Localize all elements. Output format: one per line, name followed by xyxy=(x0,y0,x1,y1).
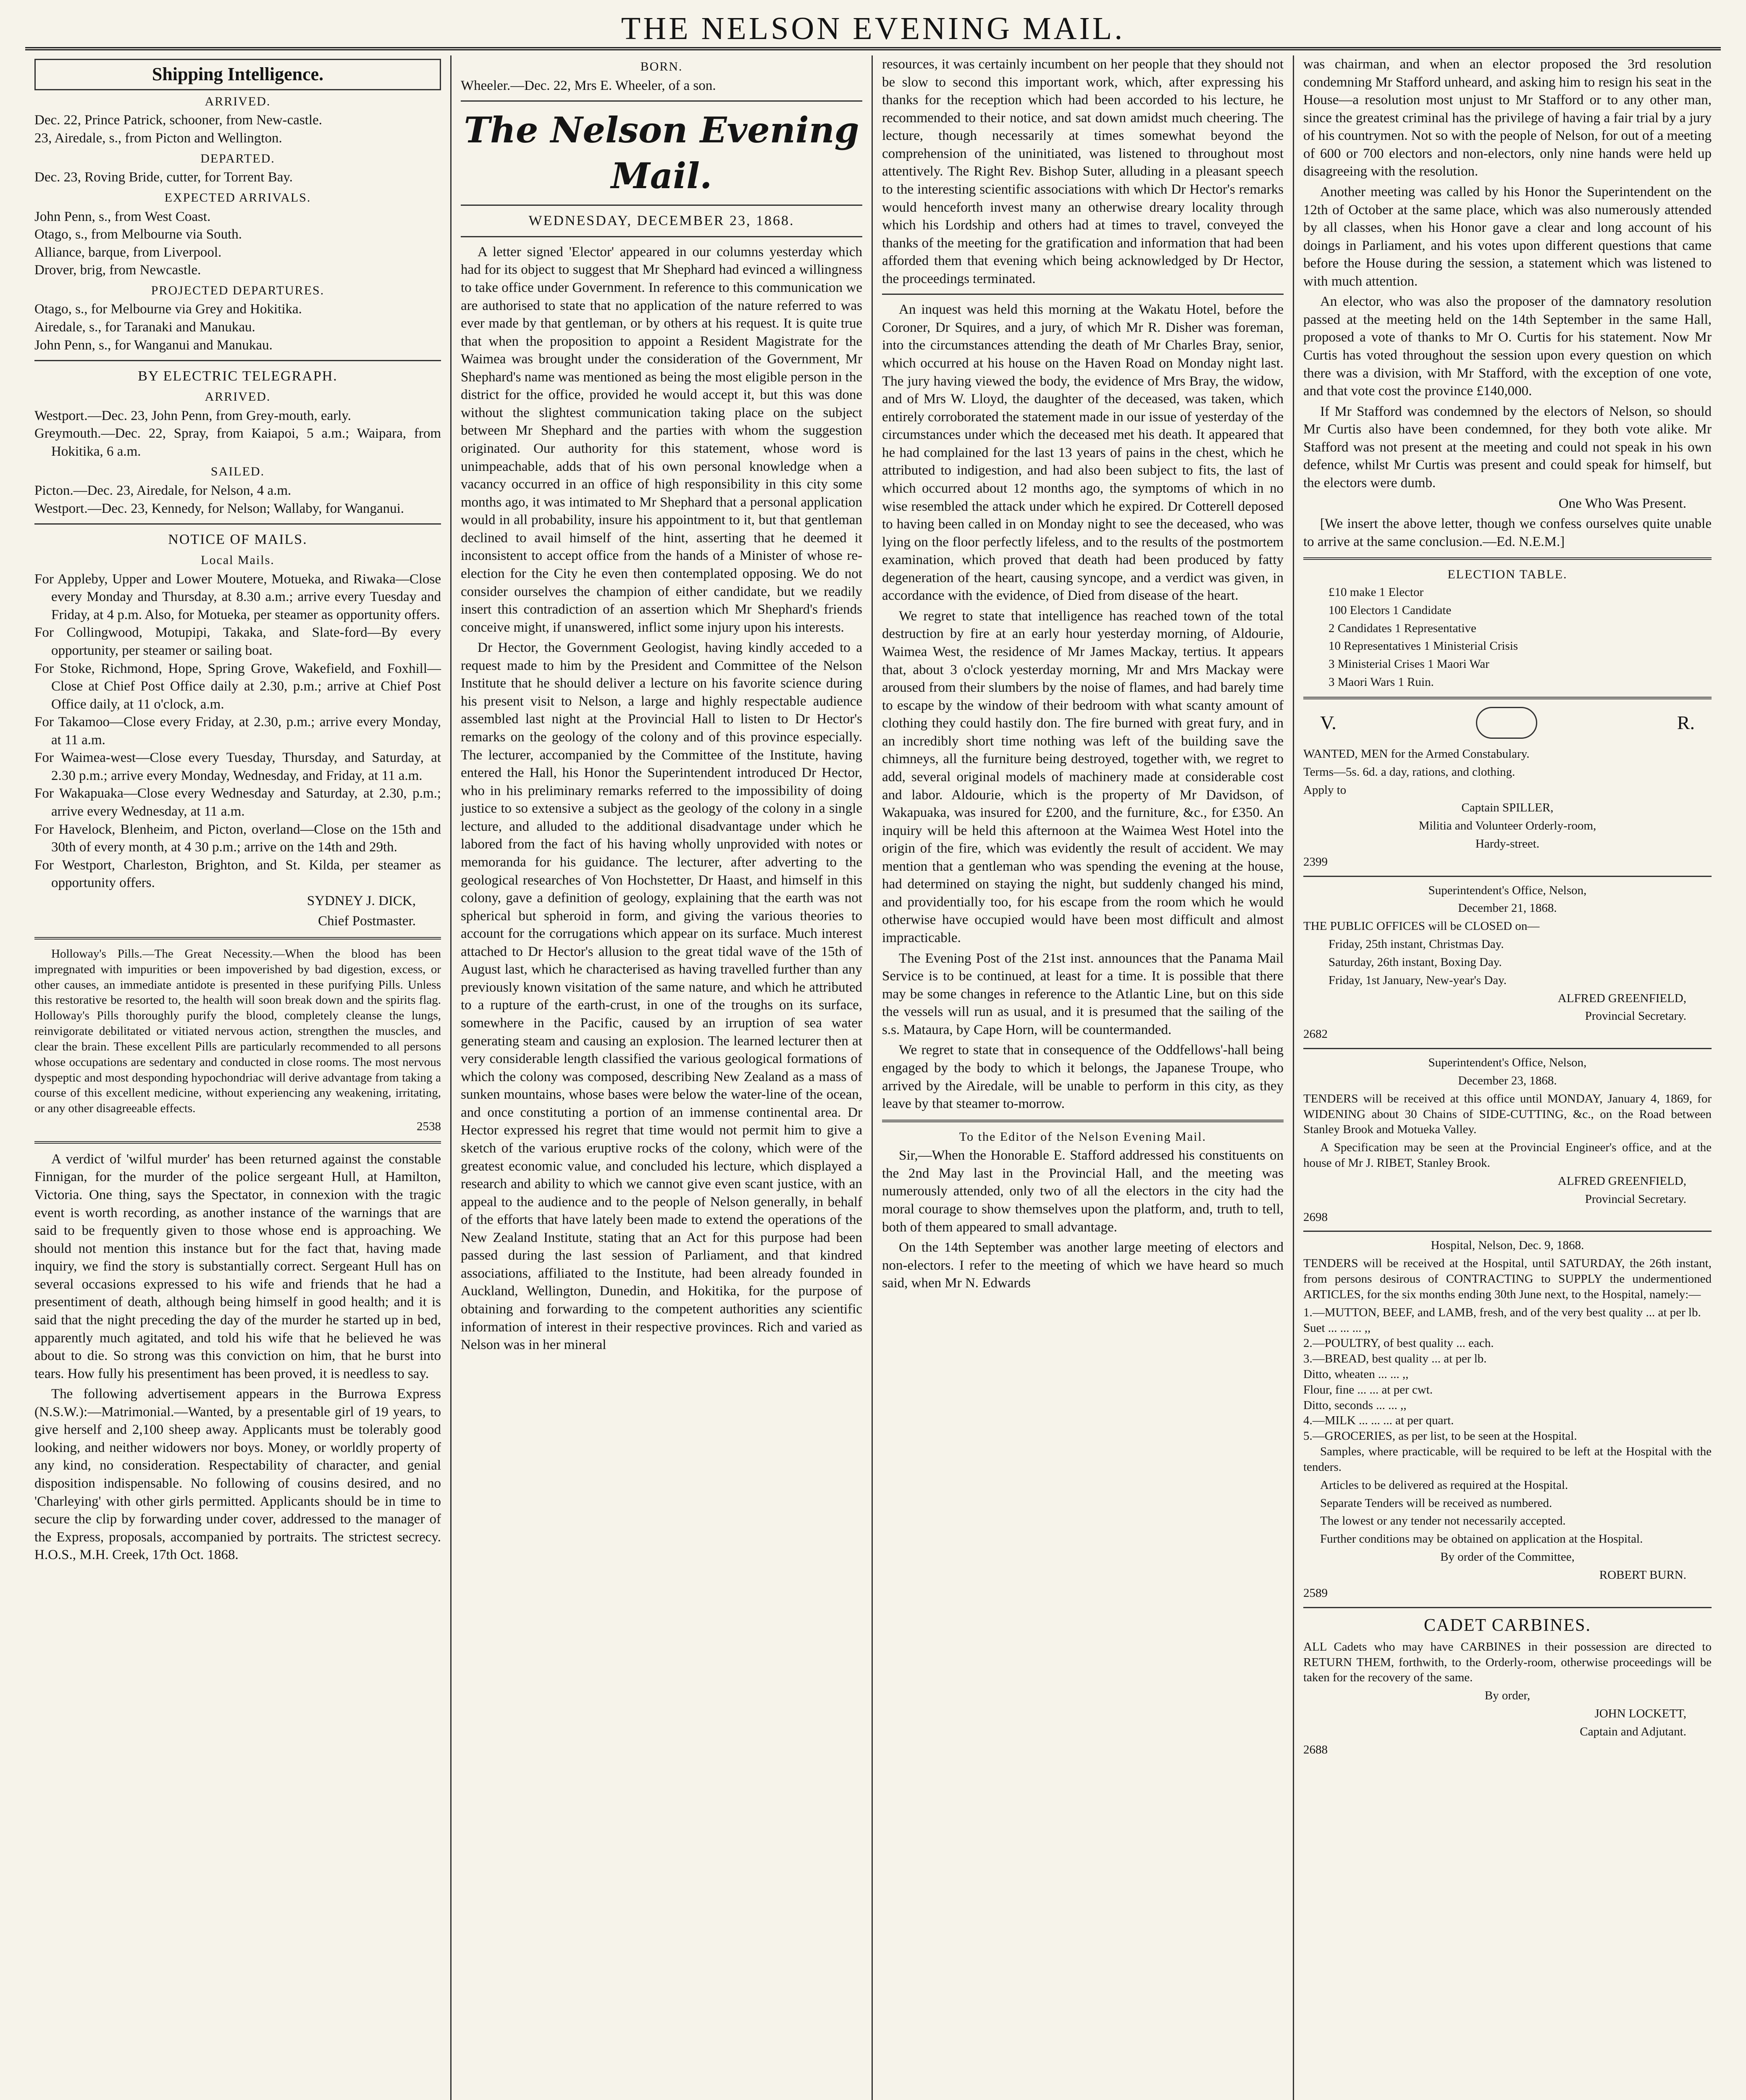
hospital-item: 4.—MILK ... ... ... at per quart. xyxy=(1303,1414,1454,1428)
letter-paragraph: If Mr Stafford was condemned by the electors of Nelson, so should Mr Curtis also have been condemned, for they both vote alike. Mr Stafford was not present at the meeting and could not speak in his own defence, whilst Mr Curtis was present and could speak for himself, but the electors were dumb. xyxy=(1303,404,1712,491)
tel-sailed-heading: SAILED. xyxy=(210,465,265,479)
tel-arrived-item: Greymouth.—Dec. 22, Spray, from Kaiapoi, 5 a.m.; Waipara, from Hokitika, 6 a.m. xyxy=(34,426,441,459)
sup2-text: TENDERS will be received at this office until MONDAY, January 4, 1869, for WIDENING about 30 Chains of SIDE-CUTTING, &c., on the Road between Stanley Brook and Motueka Valley. xyxy=(1303,1092,1712,1137)
letter-paragraph: Another meeting was called by his Honor the Superintendent on the 12th of October at the same place, which was also numerously attended by all classes, when his Honor gave a clear and long account of his doings in Parliament, and his votes upon different questions that came before the House during the session, a statement which was listened to with much attention. xyxy=(1303,184,1712,289)
dateline: WEDNESDAY, DECEMBER 23, 1868. xyxy=(528,213,795,228)
divider xyxy=(34,1141,441,1144)
telegraph-heading: BY ELECTRIC TELEGRAPH. xyxy=(138,368,338,384)
postmaster-title: Chief Postmaster. xyxy=(318,914,416,929)
expected-item: Otago, s., from Melbourne via South. xyxy=(34,227,242,242)
sup2-office: Superintendent's Office, Nelson, xyxy=(1428,1056,1587,1070)
mail-item: For Waimea-west—Close every Tuesday, Thursday, and Saturday, at 2.30 p.m.; arrive every Monday, Wednesday, and Friday, at 11 a.m. xyxy=(34,750,441,783)
letter-paragraph: was chairman, and when an elector proposed the 3rd resolution condemning Mr Stafford unheard, and asking him to resign his seat in the House—a resolution most unjust to Mr Stafford or to any other man, since the greatest criminal has the privilege of having a fair trial by a jury of his countrymen. Not so with the people of Nelson, for out of a meeting of 600 or 700 electors and non-electors, only nine hands were held up disagreeing with the resolution. xyxy=(1303,57,1712,179)
election-line: £10 make 1 Elector xyxy=(1329,585,1424,599)
tel-arrived-heading: ARRIVED. xyxy=(205,389,271,404)
arrived-item: 23, Airedale, s., from Picton and Wellington. xyxy=(34,131,282,146)
wanted-advert: WANTED, MEN for the Armed Constabulary. xyxy=(1303,747,1530,761)
hospital-item: 1.—MUTTON, BEEF, and LAMB, fresh, and of the very best quality ... at per lb. xyxy=(1303,1305,1701,1319)
projected-item: John Penn, s., for Wanganui and Manukau. xyxy=(34,337,273,353)
hector-article-cont: resources, it was certainly incumbent on her people that they should not be slow to second this important work, which, after expressing his thanks for the reception which had been accorded to his lecture, he recommended to their notice, and sat down amidst much cheering. The lecture, though necessarily at times somewhat beyond the comprehension of the uninitiated, was listened to throughout most attentively. The Right Rev. Bishop Suter, alluding in a pleasant speech to the interesting scientific associations with which Dr Hector's remarks would henceforth invest many an otherwise dreary locality through which his Lordship and others had at times to travel, conveyed the thanks of the meeting for the gratification and information that had been afforded them that evening which being acknowledged by Dr Hector, the proceedings terminated. xyxy=(882,57,1284,286)
divider xyxy=(1303,1607,1712,1608)
letter-paragraph: An elector, who was also the proposer of the damnatory resolution passed at the meeting held on the 14th September in the same Hall, proposed a vote of thanks to Mr O. Curtis for his statement. Now Mr Curtis has voted throughout the session upon every question on which there was a division, with Mr Stafford, with the exception of one vote, and that vote cost the province £140,000. xyxy=(1303,294,1712,399)
mails-subheading: Local Mails. xyxy=(201,553,275,567)
verdict-article: A verdict of 'wilful murder' has been returned against the constable Finnigan, for the murder of the police sergeant Hull, at Hamilton, Victoria. One thing, says the Spectator, in connexion with the tragic event is worth recording, as another instance of the warnings that are said to be frequently given to those whose end is approaching. We should not mention this instance but for the fact that, having made inquiry, we find the story is substantially correct. Sergeant Hull has on several occasions expressed to his wife and friends that he had a presentiment of death, although being himself in good health; and it is said that the night preceding the day of the murder he started up in bed, apparently much agitated, and told his wife that he believed he was about to die. So strong was this conviction on him, that he burst into tears. How fully his presentiment has been proved, it is needless to say. xyxy=(34,1151,441,1381)
mail-item: For Havelock, Blenheim, and Picton, overland—Close on the 15th and 30th of every month, at 4 30 p.m.; arrive on the 14th and 29th. xyxy=(34,822,441,855)
divider xyxy=(882,294,1284,295)
divider xyxy=(34,937,441,940)
divider xyxy=(1303,1048,1712,1049)
editor-note: [We insert the above letter, though we confess ourselves quite unable to arrive at the same conclusion.—Ed. N.E.M.] xyxy=(1303,516,1712,549)
divider xyxy=(461,100,862,102)
letter-paragraph: Sir,—When the Honorable E. Stafford addressed his constituents on the 2nd May last in the Provincial Hall, and the meeting was numerously attended, only two of all the electors in the city had the moral courage to show themselves upon the platform, and, truth to tell, both of them appeared to small advantage. xyxy=(882,1148,1284,1235)
hospital-number: 2589 xyxy=(1303,1586,1328,1600)
sup2-spec: A Specification may be seen at the Provincial Engineer's office, and at the house of Mr J. RIBET, Stanley Brook. xyxy=(1303,1141,1712,1170)
divider xyxy=(1303,697,1712,699)
sup2-number: 2698 xyxy=(1303,1210,1328,1224)
sup1-text: THE PUBLIC OFFICES will be CLOSED on— xyxy=(1303,919,1540,933)
letter-paragraph: On the 14th September was another large meeting of electors and non-electors. I refer to the meeting of which we have heard so much said, when Mr N. Edwards xyxy=(882,1240,1284,1291)
sup1-number: 2682 xyxy=(1303,1027,1328,1041)
tel-arrived-item: Westport.—Dec. 23, John Penn, from Grey-mouth, early. xyxy=(34,408,352,423)
sup1-name: ALFRED GREENFIELD, xyxy=(1557,991,1686,1005)
sup1-day: Saturday, 26th instant, Boxing Day. xyxy=(1329,955,1502,969)
expected-item: Drover, brig, from Newcastle. xyxy=(34,262,201,278)
column-1 xyxy=(25,55,452,2100)
sup1-day: Friday, 25th instant, Christmas Day. xyxy=(1329,937,1504,951)
cipher-v: V. xyxy=(1320,712,1336,734)
letter-heading: To the Editor of the Nelson Evening Mail. xyxy=(959,1129,1207,1144)
sup2-date: December 23, 1868. xyxy=(1458,1074,1557,1087)
divider xyxy=(882,1120,1284,1122)
troupe-article: We regret to state that in consequence of the Oddfellows'-hall being engaged by the body to which it belongs, the Japanese Troupe, who arrived by the Airedale, will be unable to perform in this city, as they leave by that steamer to-morrow. xyxy=(882,1042,1284,1112)
hospital-note: Further conditions may be obtained on application at the Hospital. xyxy=(1320,1532,1643,1546)
mail-item: For Appleby, Upper and Lower Moutere, Motueka, and Riwaka—Close every Monday and Thursday, at 8.30 a.m.; arrive every Tuesday and Friday, at 4 p.m. Also, for Motueka, per steamer as opportunity offers. xyxy=(34,571,441,622)
hospital-note: Articles to be delivered as required at the Hospital. xyxy=(1320,1478,1568,1492)
holloway-number: 2538 xyxy=(417,1120,441,1134)
hospital-name: ROBERT BURN. xyxy=(1599,1568,1686,1582)
mail-item: For Takamoo—Close every Friday, at 2.30, p.m.; arrive every Monday, at 11 a.m. xyxy=(34,714,441,748)
holloway-advert: Holloway's Pills.—The Great Necessity.—When the blood has been impregnated with impurities or been impoverished by bad digestion, excess, or other causes, an immediate antidote is presented in these purifying Pills. Unless this restorative be resorted to, the health will soon break down and the spirits flag. Holloway's Pills thoroughly purify the blood, completely cleanse the lungs, reinvigorate debilitated or vitiated nervous action, strengthen the muscles, and clear the brain. These excellent Pills are particularly recommended to all persons whose occupations are sedentary and conducted in close rooms. The most nervous dyspeptic and most desponding hypochondriac will derive advantage from taking a course of this excellent medicine, without experiencing any weakening, irritating, or any other disagreeable effects. xyxy=(34,947,441,1116)
column-2 xyxy=(452,55,873,2100)
hospital-item: Ditto, seconds ... ... ,, xyxy=(1303,1398,1407,1412)
panama-article: The Evening Post of the 21st inst. announces that the Panama Mail Service is to be continued, at least for a time. It is possible that there may be some changes in reference to the Atlantic Line, but on this side the vessels will run as usual, and it is presumed that the sailing of the s.s. Mataura, by Cape Horn, will be countermanded. xyxy=(882,950,1284,1037)
hector-article: Dr Hector, the Government Geologist, having kindly acceded to a request made to him by the President and Committee of the Nelson Institute that he should deliver a lecture on his favorite science during his present visit to Nelson, a large and highly respectable audience assembled last night at the Provincial Hall to listen to Dr Hector's remarks on the geology of the colony and of this province especially. The lecturer, accompanied by the Committee of the Institute, having entered the Hall, his Honor the Superintendent introduced Dr Hector, who in his preliminary remarks referred to the impossibility of doing justice to so extensive a subject as the geology of the colony in a single lecture, and alluded to the additional disadvantage under which he labored from the fact of his having wholly unprovided with notes or memoranda for his guidance. The lecturer, after adverting to the geological researches of Von Hochstetter, Dr Haast, and himself in this colony, gave a definition of geology, explaining that the earth was not spherical but spheroid in form, and giving the various theories to account for the corrugations which appear on its surface. Much interest attached to Dr Hector's allusion to the great tidal wave of the 15th of August last, which he characterised as having travelled further than any previously known visitation of the same nature, and which he attributed to a rupture of the earth-crust, in one of the troughs on its surface, somewhere in the Pacific, caused by an irruption of sea water generating steam and causing an explosion. The learned lecturer then at very considerable length classified the various geological formations of which the colony was composed, describing New Zealand as a mass of sunken mountains, whose bases were below the water-line of the ocean, and once constituting a portion of an immense continental area. Dr Hector expressed his regret that time would not permit him to give a sketch of the various eruptive rocks of the colony, which were of the greatest economic value, and concluded his lecture, which displayed a research and ability to which we cannot give even scant justice, with an appeal to the audience and to the people of Nelson generally, in behalf of the efforts that have lately been made to extend the operations of the New Zealand Institute, stating that an Act for this purpose had been passed during the last session of Parliament, and that kindred associations, affiliated to the Institute, had been already founded in Auckland, Wellington, Dunedin, and Hokitika, for the purpose of obtaining and forwarding to the competent authorities any scientific information of interest in their respective provinces. Rich and varied as Nelson was in her mineral xyxy=(461,640,862,1353)
expected-heading: EXPECTED ARRIVALS. xyxy=(164,190,311,205)
royal-cipher xyxy=(1320,707,1695,739)
divider xyxy=(1303,1231,1712,1232)
hospital-item: 5.—GROCERIES, as per list, to be seen at the Hospital. xyxy=(1303,1429,1577,1443)
masthead-rule xyxy=(25,47,1721,50)
column-4 xyxy=(1294,55,1721,2100)
hospital-item: Flour, fine ... ... at per cwt. xyxy=(1303,1383,1433,1396)
crown-icon xyxy=(1476,707,1537,739)
divider xyxy=(1303,557,1712,560)
mail-item: For Stoke, Richmond, Hope, Spring Grove, Wakefield, and Foxhill—Close at Chief Post Office daily at 2.30, p.m.; arrive at Chief Post Office daily, at 11 o'clock, a.m. xyxy=(34,661,441,712)
mails-heading: NOTICE OF MAILS. xyxy=(168,532,307,548)
tel-sailed-item: Picton.—Dec. 23, Airedale, for Nelson, 4 a.m. xyxy=(34,483,291,499)
burrowa-article: The following advertisement appears in the Burrowa Express (N.S.W.):—Matrimonial.—Wanted, by a presentable girl of 19 years, to give herself and 2,100 sheep away. Applicants must be tolerably good looking, and neither widowers nor boys. Money, or worldly property of any kind, no consideration. Respectability of character, and genial disposition indispensable. No following of cousins desired, and no 'Charleying' with other girls permitted. Applicants should be in time to secure the clip by forwarding under cover, addressed to the manager of the Express, proposals, accompanied by portraits. The strictest secrecy. H.O.S., M.H. Creek, 17th Oct. 1868. xyxy=(34,1386,441,1563)
divider xyxy=(461,236,862,237)
departed-item: Dec. 23, Roving Bride, cutter, for Torrent Bay. xyxy=(34,170,293,185)
wanted-name: Captain SPILLER, xyxy=(1461,801,1554,815)
hospital-note: Samples, where practicable, will be required to be left at the Hospital with the tenders. xyxy=(1303,1445,1712,1474)
hospital-item: Suet ... ... ... ,, xyxy=(1303,1321,1371,1335)
cadet-text: ALL Cadets who may have CARBINES in their possession are directed to RETURN THEM, forthwith, to the Orderly-room, otherwise proceedings will be taken for the recovery of the same. xyxy=(1303,1640,1712,1685)
hospital-heading: Hospital, Nelson, Dec. 9, 1868. xyxy=(1431,1239,1584,1252)
hospital-item: 3.—BREAD, best quality ... at per lb. xyxy=(1303,1352,1487,1366)
sup2-name: ALFRED GREENFIELD, xyxy=(1557,1174,1686,1188)
wanted-street: Hardy-street. xyxy=(1475,837,1540,850)
sup1-title: Provincial Secretary. xyxy=(1585,1009,1686,1023)
masthead: THE NELSON EVENING MAIL. xyxy=(621,11,1125,46)
hospital-note: The lowest or any tender not necessarily accepted. xyxy=(1320,1514,1566,1528)
hospital-item: Ditto, wheaten ... ... ,, xyxy=(1303,1368,1409,1381)
hospital-note: Separate Tenders will be received as numbered. xyxy=(1320,1496,1552,1510)
postmaster-name: SYDNEY J. DICK, xyxy=(307,893,416,908)
divider xyxy=(34,360,441,361)
projected-item: Airedale, s., for Taranaki and Manukau. xyxy=(34,320,255,335)
cadet-title: Captain and Adjutant. xyxy=(1580,1725,1686,1738)
divider xyxy=(461,205,862,206)
shephard-article: A letter signed 'Elector' appeared in our columns yesterday which had for its object to suggest that Mr Shephard had evinced a willingness to take office under Government. In reference to this communication we are authorised to state that no application of the nature referred to was ever made by that gentleman, or by others at his request. It is quite true that when the proposition to appoint a Resident Magistrate for the Waimea was brought under the consideration of the Government, Mr Shephard's name was mentioned as being the most eligible person in the district for the office, provided he would accept it, but this was done without the slightest communication taking place on the subject between Mr Shephard and the parties with whom the suggestion originated. Our authority for this statement, whose word is unimpeachable, adds that of his own personal knowledge when a vacancy occurred in an office of high responsibility in this city some months ago, it was intimated to Mr Shephard that a personal application would in all probability, insure his appointment to it, but that gentleman declined to avail himself of the hint, asserting that he deemed it inconsistent to accept office from the hands of a Minister of whose re-election for the City he even then contemplated opposing. We do not consider ourselves the champion of either candidate, but we readily insert this contradiction of an assertion which Mr Shephard's friends conceive might, if unanswered, inflict some injury upon his interests. xyxy=(461,244,862,635)
letter-signoff: One Who Was Present. xyxy=(1558,496,1686,511)
columns xyxy=(25,55,1721,2100)
hospital-item: 2.—POULTRY, of best quality ... each. xyxy=(1303,1336,1494,1350)
election-line: 10 Representatives 1 Ministerial Crisis xyxy=(1329,639,1518,653)
column-3 xyxy=(873,55,1294,2100)
election-heading: ELECTION TABLE. xyxy=(1447,567,1567,582)
arrived-heading: ARRIVED. xyxy=(205,94,271,108)
sup1-date: December 21, 1868. xyxy=(1458,901,1557,915)
mail-item: For Collingwood, Motupipi, Takaka, and Slate-ford—By every opportunity, per steamer or sailing boat. xyxy=(34,625,441,658)
hospital-order: By order of the Committee, xyxy=(1440,1550,1575,1564)
wanted-number: 2399 xyxy=(1303,855,1328,869)
cadet-heading: CADET CARBINES. xyxy=(1424,1615,1591,1635)
election-line: 100 Electors 1 Candidate xyxy=(1329,603,1452,617)
election-line: 2 Candidates 1 Representative xyxy=(1329,621,1476,635)
arrived-item: Dec. 22, Prince Patrick, schooner, from New-castle. xyxy=(34,113,323,128)
shipping-title-box xyxy=(34,59,441,90)
sup1-day: Friday, 1st January, New-year's Day. xyxy=(1329,973,1507,987)
departed-heading: DEPARTED. xyxy=(200,151,275,165)
fire-article: We regret to state that intelligence has reached town of the total destruction by fire at an early hour yesterday morning, of Aldourie, Waimea West, the residence of Mr James Mackay, tertius. It appears that, about 3 o'clock yesterday morning, Mr and Mrs Mackay were aroused from their slumbers by the noise of flames, and had barely time to escape by the window of their bedroom with what scanty amount of clothing they could hastily don. The fire burned with great fury, and in an incredibly short time nothing was left of the building save the chimneys, all the furniture being destroyed, together with, we regret to add, several original models of machinery made at considerable cost and labor. Aldourie, which is the property of Mr Davidson, of Wakapuaka, was insured for £200, and the furniture, &c., for £350. An inquiry will be held this afternoon at the Waimea West Hotel into the origin of the fire, which was evidently the result of accident. We may mention that a gentleman who was spending the evening at the house, had determined on staying the night, but suddenly changed his mind, and providentially too, for his escape from the room which he would otherwise have occupied would have been most difficult and almost impracticable. xyxy=(882,608,1284,945)
projected-item: Otago, s., for Melbourne via Grey and Hokitika. xyxy=(34,302,302,317)
paper-title: The Nelson Evening Mail. xyxy=(464,109,859,197)
wanted-apply: Apply to xyxy=(1303,783,1347,797)
tel-sailed-item: Westport.—Dec. 23, Kennedy, for Nelson; Wallaby, for Wanganui. xyxy=(34,501,404,516)
divider xyxy=(34,523,441,525)
sup1-office: Superintendent's Office, Nelson, xyxy=(1428,883,1587,897)
mail-item: For Westport, Charleston, Brighton, and St. Kilda, per steamer as opportunity offers. xyxy=(34,857,441,891)
born-heading: BORN. xyxy=(640,60,683,74)
inquest-article: An inquest was held this morning at the Wakatu Hotel, before the Coroner, Dr Squires, and a jury, of which Mr R. Disher was foreman, into the circumstances attending the death of Mr Charles Bray, senior, which occurred at his house on the Haven Road on Monday night last. The jury having viewed the body, the evidence of Mrs Bray, the widow, and of Mrs W. Lloyd, the daughter of the deceased, was taken, which entirely corroborated the statement made in our issue of yesterday of the circumstances under which the deceased met his death. It appeared that he had complained for the last 13 years of pains in the chest, which he attributed to indigestion, and had also been subject to fits, the last of which occurred about 12 months ago, the symptoms of which in no wise resembled the attack under which he expired. Dr Cotterell deposed to having been called in on Monday night to see the deceased, who was lying on the floor perfectly lifeless, and to the results of the postmortem examination, which proved that death had been produced by fatty degeneration of the heart, causing syncope, and a verdict was given, in accordance with the evidence, of Died from disease of the heart. xyxy=(882,302,1284,604)
mail-item: For Wakapuaka—Close every Wednesday and Saturday, at 2.30, p.m.; arrive every Wednesday, at 11 a.m. xyxy=(34,786,441,819)
election-line: 3 Ministerial Crises 1 Maori War xyxy=(1329,657,1489,671)
divider xyxy=(1303,876,1712,877)
cadet-number: 2688 xyxy=(1303,1743,1328,1756)
sup2-title: Provincial Secretary. xyxy=(1585,1192,1686,1206)
shipping-title: Shipping Intelligence. xyxy=(152,64,324,84)
cadet-name: JOHN LOCKETT, xyxy=(1594,1707,1686,1721)
wanted-terms: Terms—5s. 6d. a day, rations, and clothing. xyxy=(1303,765,1515,779)
hospital-text: TENDERS will be received at the Hospital, until SATURDAY, the 26th instant, from persons desirous of CONTRACTING to SUPPLY the undermentioned ARTICLES, for the six months ending 30th June next, to the Hospital, namely:— xyxy=(1303,1257,1712,1301)
projected-heading: PROJECTED DEPARTURES. xyxy=(151,283,325,297)
expected-item: John Penn, s., from West Coast. xyxy=(34,209,211,224)
cadet-order: By order, xyxy=(1484,1689,1531,1703)
wanted-office: Militia and Volunteer Orderly-room, xyxy=(1418,819,1596,833)
born-notice: Wheeler.—Dec. 22, Mrs E. Wheeler, of a son. xyxy=(461,78,716,93)
expected-item: Alliance, barque, from Liverpool. xyxy=(34,244,222,260)
election-line: 3 Maori Wars 1 Ruin. xyxy=(1329,675,1434,689)
cipher-r: R. xyxy=(1677,712,1695,734)
